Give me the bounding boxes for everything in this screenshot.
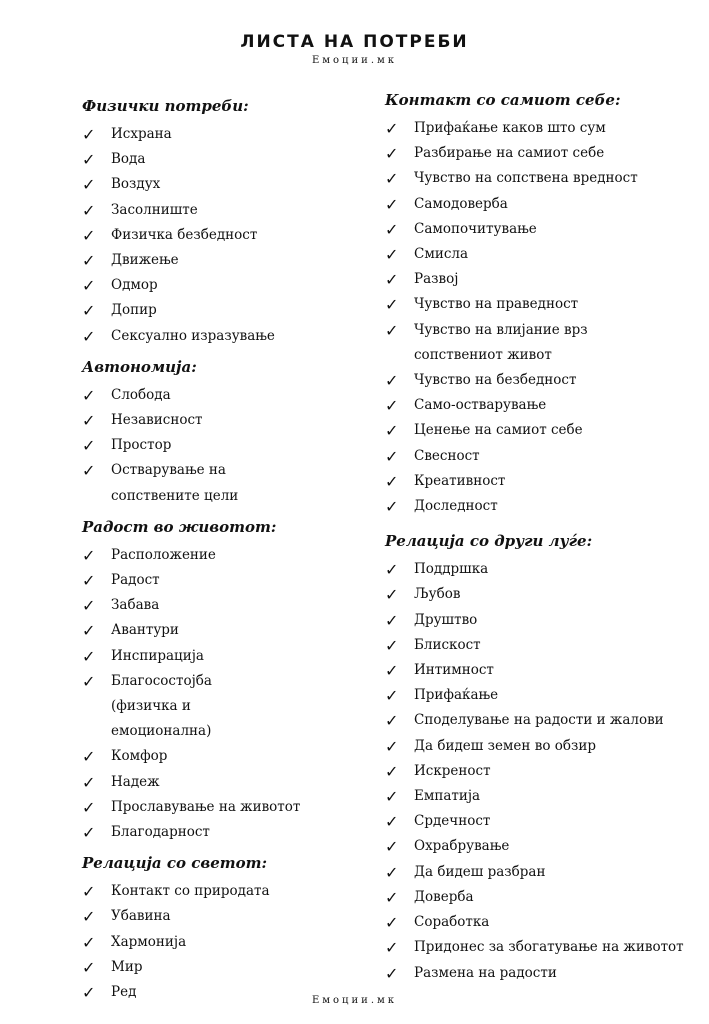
needs-list: [82, 383, 372, 509]
section-gap: [385, 519, 695, 531]
page-footer: Емоции.мк: [311, 995, 398, 1006]
list-item: [82, 198, 372, 223]
list-item: [385, 494, 695, 519]
list-item: [385, 368, 695, 393]
list-item: [385, 910, 695, 935]
list-item-label: Независност: [111, 412, 203, 429]
list-item-label: Чувство на безбедност: [414, 372, 577, 389]
list-item: [82, 324, 372, 349]
checkmark-icon: ✓: [82, 747, 96, 767]
checkmark-icon: ✓: [82, 907, 96, 927]
checkmark-icon: ✓: [385, 736, 399, 756]
checkmark-icon: ✓: [82, 545, 96, 565]
list-item-label: Одмор: [111, 277, 158, 294]
checkmark-icon: ✓: [385, 560, 399, 580]
checkmark-icon: ✓: [385, 711, 399, 731]
left-column: [82, 96, 372, 1005]
list-item-label: Соработка: [414, 914, 490, 931]
page-subtitle: Емоции.мк: [311, 55, 398, 66]
checkmark-icon: ✓: [385, 635, 399, 655]
list-item-label: Чувство на влијание врз сопствениот живот: [414, 321, 588, 363]
list-item-label: Надеж: [111, 773, 160, 790]
checkmark-icon: ✓: [385, 787, 399, 807]
needs-list: [82, 879, 372, 1005]
checkmark-icon: ✓: [82, 251, 96, 271]
section-gap: [82, 349, 372, 357]
list-item-label: Придонес за збогатување на животот: [414, 939, 684, 956]
checkmark-icon: ✓: [385, 887, 399, 907]
list-item: [385, 393, 695, 418]
checkmark-icon: ✓: [385, 245, 399, 265]
list-item-label: Исхрана: [111, 126, 172, 142]
list-item-label: Смисла: [414, 246, 469, 263]
list-item: [385, 141, 695, 166]
checkmark-icon: ✓: [82, 385, 96, 405]
list-item-label: Искреност: [414, 762, 491, 779]
list-item-label: Самодоверба: [414, 195, 508, 212]
checkmark-icon: ✓: [385, 270, 399, 290]
checkmark-icon: ✓: [385, 119, 399, 138]
list-item-label: Да бидеш разбран: [414, 863, 546, 880]
checkmark-icon: ✓: [82, 882, 96, 902]
section-heading: Контакт со самиот себе:: [385, 91, 621, 109]
list-item: [82, 543, 372, 568]
list-item: [385, 784, 695, 809]
list-item-label: Свесност: [414, 447, 480, 464]
list-item: [385, 318, 695, 368]
list-item: [385, 961, 695, 986]
list-item: [385, 633, 695, 658]
needs-section: [385, 531, 695, 985]
list-item: [385, 658, 695, 683]
list-item-label: Разбирање на самиот себе: [414, 145, 605, 162]
checkmark-icon: ✓: [82, 772, 96, 792]
list-item-label: Инспирација: [111, 647, 204, 664]
list-item-label: Да бидеш земен во обзир: [414, 737, 596, 754]
checkmark-icon: ✓: [82, 823, 96, 843]
list-item-label: Прифаќање: [414, 687, 499, 704]
checkmark-icon: ✓: [385, 219, 399, 239]
list-item-label: Физичка безбедност: [111, 226, 258, 243]
list-item-label: Прославување на животот: [111, 798, 301, 815]
list-item-label: Воздух: [111, 176, 161, 193]
checkmark-icon: ✓: [385, 446, 399, 466]
list-item-label: Допир: [111, 302, 157, 319]
list-item: [385, 444, 695, 469]
checkmark-icon: ✓: [385, 812, 399, 832]
checkmark-icon: ✓: [385, 421, 399, 441]
list-item: [385, 166, 695, 191]
list-item: [385, 582, 695, 607]
checkmark-icon: ✓: [82, 200, 96, 220]
checkmark-icon: ✓: [385, 585, 399, 605]
list-item-label: Доследност: [414, 498, 498, 515]
list-item-label: Ценење на самиот себе: [414, 422, 583, 439]
list-item: [385, 242, 695, 267]
list-item: [82, 593, 372, 618]
right-column: [385, 90, 695, 986]
list-item-label: Креативност: [414, 472, 506, 489]
checkmark-icon: ✓: [385, 610, 399, 630]
checkmark-icon: ✓: [385, 497, 399, 517]
checkmark-icon: ✓: [82, 957, 96, 977]
list-item-label: Движење: [111, 252, 179, 269]
list-item: [82, 744, 372, 769]
list-item: [82, 795, 372, 820]
section-heading: Автономија:: [82, 357, 197, 376]
checkmark-icon: ✓: [385, 320, 399, 340]
section-gap: [82, 509, 372, 517]
list-item: [82, 820, 372, 845]
list-item-label: Блискост: [414, 636, 481, 653]
section-heading: Релација со други луѓе:: [385, 532, 593, 551]
list-item-label: Поддршка: [414, 561, 489, 578]
list-item-label: Засолниште: [111, 201, 198, 218]
checkmark-icon: ✓: [82, 125, 96, 144]
list-item: [82, 298, 372, 323]
checkmark-icon: ✓: [82, 671, 96, 691]
checkmark-icon: ✓: [82, 326, 96, 346]
list-item: [385, 759, 695, 784]
needs-section: [82, 853, 372, 1005]
list-item: [385, 116, 695, 141]
checkmark-icon: ✓: [385, 862, 399, 882]
list-item-label: Самопочитување: [414, 220, 537, 237]
list-item: [385, 885, 695, 910]
list-item-label: Само-остварување: [414, 397, 547, 414]
list-item-label: Сексуално изразување: [111, 327, 275, 344]
list-item: [82, 904, 372, 929]
checkmark-icon: ✓: [385, 761, 399, 781]
needs-section: [82, 357, 372, 509]
checkmark-icon: ✓: [385, 371, 399, 391]
list-item-label: Љубов: [414, 586, 461, 603]
list-item-label: Мир: [111, 958, 143, 975]
needs-list: [385, 116, 695, 519]
needs-list: [385, 557, 695, 985]
list-item-label: Благодарност: [111, 824, 210, 841]
list-item-label: Авантури: [111, 622, 179, 639]
checkmark-icon: ✓: [385, 169, 399, 189]
needs-section: [82, 96, 372, 349]
checkmark-icon: ✓: [82, 411, 96, 431]
list-item: [385, 217, 695, 242]
checkmark-icon: ✓: [82, 596, 96, 616]
list-item-label: Развој: [414, 271, 459, 288]
checkmark-icon: ✓: [385, 295, 399, 315]
list-item: [385, 608, 695, 633]
checkmark-icon: ✓: [82, 436, 96, 456]
list-item-label: Прифаќање каков што сум: [414, 120, 606, 136]
checkmark-icon: ✓: [82, 461, 96, 481]
list-item: [82, 273, 372, 298]
needs-section: [385, 90, 695, 519]
list-item: [385, 683, 695, 708]
list-item-label: Интимност: [414, 662, 494, 679]
list-item: [385, 834, 695, 859]
list-item-label: Благосостојба (физичка и емоционална): [111, 672, 212, 740]
list-item-label: Хармонија: [111, 933, 187, 950]
list-item: [82, 172, 372, 197]
section-gap: [82, 845, 372, 853]
list-item: [82, 223, 372, 248]
needs-list: [82, 122, 372, 349]
checkmark-icon: ✓: [385, 837, 399, 857]
list-item: [385, 734, 695, 759]
list-item: [82, 644, 372, 669]
list-item: [82, 383, 372, 408]
list-item-label: Простор: [111, 437, 172, 454]
checkmark-icon: ✓: [385, 963, 399, 983]
list-item: [385, 708, 695, 733]
checkmark-icon: ✓: [82, 150, 96, 170]
list-item-label: Слобода: [111, 386, 171, 403]
list-item-label: Комфор: [111, 748, 168, 765]
list-item-label: Емпатија: [414, 788, 481, 805]
checkmark-icon: ✓: [385, 194, 399, 214]
list-item: [385, 192, 695, 217]
list-item: [82, 669, 372, 745]
list-item: [385, 860, 695, 885]
list-item: [82, 618, 372, 643]
needs-list: [82, 543, 372, 845]
list-item: [385, 557, 695, 582]
list-item: [385, 418, 695, 443]
checkmark-icon: ✓: [82, 797, 96, 817]
list-item-label: Остварување на сопствените цели: [111, 462, 239, 504]
list-item-label: Расположение: [111, 546, 216, 563]
list-item: [385, 267, 695, 292]
checkmark-icon: ✓: [82, 932, 96, 952]
list-item-label: Ред: [111, 984, 137, 1001]
list-item: [82, 770, 372, 795]
checkmark-icon: ✓: [82, 276, 96, 296]
checkmark-icon: ✓: [385, 661, 399, 681]
list-item-label: Доверба: [414, 888, 474, 905]
list-item: [385, 809, 695, 834]
list-item: [82, 930, 372, 955]
checkmark-icon: ✓: [385, 913, 399, 933]
list-item-label: Чувство на сопствена вредност: [414, 170, 638, 187]
list-item: [82, 955, 372, 980]
list-item-label: Срдечност: [414, 813, 491, 830]
checkmark-icon: ✓: [82, 983, 96, 1003]
list-item-label: Забава: [111, 597, 160, 614]
list-item: [82, 408, 372, 433]
list-item: [82, 248, 372, 273]
list-item: [82, 122, 372, 147]
list-item: [82, 433, 372, 458]
list-item: [385, 292, 695, 317]
list-item-label: Споделување на радости и жалови: [414, 712, 664, 729]
checkmark-icon: ✓: [385, 686, 399, 706]
list-item-label: Радост: [111, 572, 160, 589]
list-item-label: Размена на радости: [414, 964, 557, 981]
list-item-label: Контакт со природата: [111, 883, 270, 900]
checkmark-icon: ✓: [385, 144, 399, 164]
list-item-label: Вода: [111, 151, 146, 168]
checkmark-icon: ✓: [82, 646, 96, 666]
list-item-label: Друштво: [414, 611, 478, 628]
checkmark-icon: ✓: [82, 621, 96, 641]
checkmark-icon: ✓: [82, 225, 96, 245]
section-heading: Физички потреби:: [82, 97, 249, 115]
list-item: [385, 935, 695, 960]
list-item: [82, 458, 372, 508]
checkmark-icon: ✓: [385, 938, 399, 958]
checkmark-icon: ✓: [385, 471, 399, 491]
section-heading: Радост во животот:: [82, 517, 277, 536]
checkmark-icon: ✓: [385, 396, 399, 416]
checkmark-icon: ✓: [82, 175, 96, 195]
checkmark-icon: ✓: [82, 301, 96, 321]
list-item: [385, 469, 695, 494]
page-title: ЛИСТА НА ПОТРЕБИ: [240, 32, 469, 52]
list-item: [82, 879, 372, 904]
list-item-label: Убавина: [111, 908, 171, 925]
checkmark-icon: ✓: [82, 571, 96, 591]
list-item-label: Охрабрување: [414, 838, 510, 855]
list-item: [82, 147, 372, 172]
list-item-label: Чувство на праведност: [414, 296, 579, 313]
list-item: [82, 568, 372, 593]
needs-section: [82, 517, 372, 845]
section-heading: Релација со светот:: [82, 854, 268, 873]
